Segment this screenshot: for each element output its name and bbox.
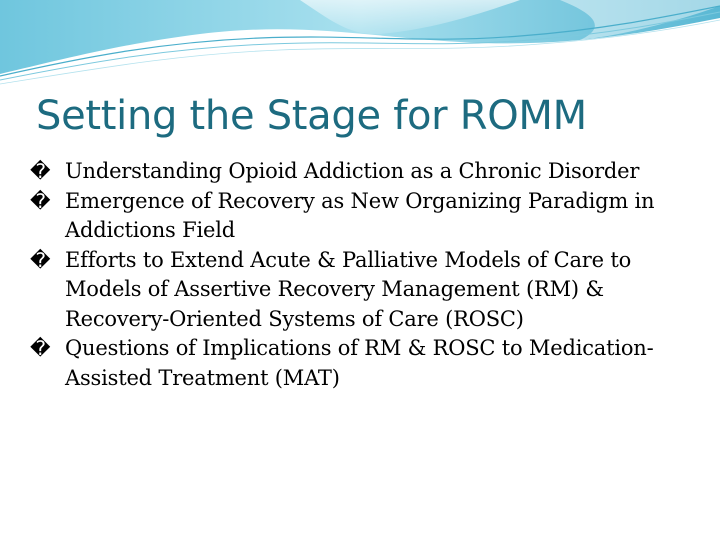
- bullet-marker-icon: �: [30, 336, 51, 360]
- bullet-item: [30, 334, 700, 393]
- bullet-text: Efforts to Extend Acute & Palliative Models of Care to Models of Assertive Recovery Management (RM) & Recovery-Oriented Systems of Care (ROSC): [65, 247, 632, 331]
- bullet-marker-icon: �: [30, 247, 51, 272]
- bullet-text: Understanding Opioid Addiction as a Chronic Disorder: [65, 159, 640, 183]
- slide-title: Setting the Stage for ROMM: [36, 93, 587, 139]
- bullet-item: [30, 246, 700, 335]
- bullet-marker-icon: �: [30, 159, 51, 183]
- bullet-text: Emergence of Recovery as New Organizing Paradigm in Addictions Field: [65, 188, 655, 242]
- bullet-item: [30, 187, 700, 246]
- header-wave-decoration: [0, 0, 720, 90]
- bullet-marker-icon: �: [30, 188, 51, 213]
- bullet-text: Questions of Implications of RM & ROSC to Medication-Assisted Treatment (MAT): [65, 336, 654, 390]
- bullet-item: [30, 157, 700, 187]
- bullet-list: [30, 157, 700, 393]
